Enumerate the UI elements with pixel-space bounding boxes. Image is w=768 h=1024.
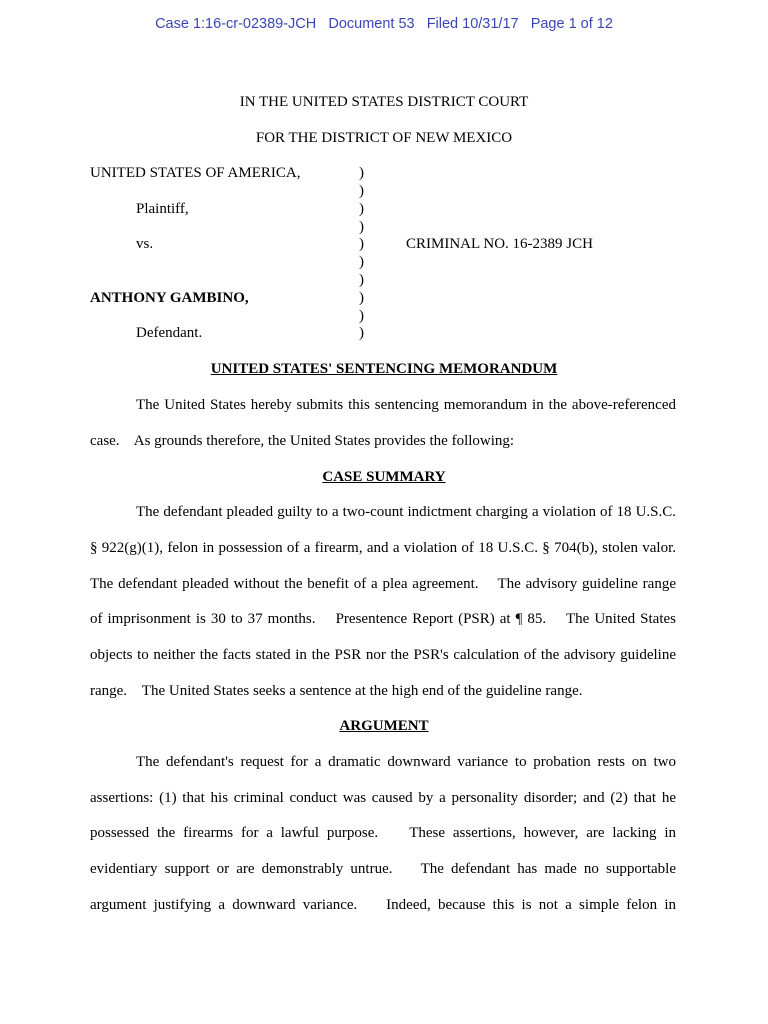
document-title: UNITED STATES' SENTENCING MEMORANDUM: [210, 361, 558, 377]
argument-line: evidentiary support or are demonstrably untrue. The defendant has made no supportable: [90, 861, 676, 877]
defendant-name: ANTHONY GAMBINO,: [90, 290, 249, 306]
stamp-page-number: Page 1 of 12: [530, 16, 613, 32]
stamp-filed-date: Filed 10/31/17: [426, 16, 519, 32]
argument-line: argument justifying a downward variance. Indeed, because this is not a simple felon in: [90, 897, 676, 913]
caption-paren: ): [359, 254, 364, 270]
caption-paren: ): [359, 219, 364, 235]
argument-line: The defendant's request for a dramatic downward variance to probation rests on two: [136, 754, 676, 770]
intro-line: case. As grounds therefore, the United States provides the following:: [90, 433, 515, 449]
argument-line: assertions: (1) that his criminal conduct was caused by a personality disorder; and (2) that he: [90, 790, 676, 806]
plaintiff-name: UNITED STATES OF AMERICA,: [90, 165, 301, 181]
case-summary-line: § 922(g)(1), felon in possession of a firearm, and a violation of 18 U.S.C. § 704(b), stolen valor.: [90, 540, 676, 556]
stamp-document-number: Document 53: [328, 16, 415, 32]
caption-paren: ): [359, 325, 364, 341]
filing-stamp: [0, 16, 768, 32]
defendant-role: Defendant.: [136, 325, 203, 341]
caption-paren: ): [359, 201, 364, 217]
case-summary-line: objects to neither the facts stated in the PSR nor the PSR's calculation of the advisory guideline: [90, 647, 676, 663]
case-summary-line: of imprisonment is 30 to 37 months. Presentence Report (PSR) at ¶ 85. The United States: [90, 611, 676, 627]
stamp-case-number: Case 1:16-cr-02389-JCH: [155, 16, 317, 32]
case-number: CRIMINAL NO. 16-2389 JCH: [406, 236, 593, 252]
case-summary-line: range. The United States seeks a sentence at the high end of the guideline range.: [90, 683, 583, 699]
case-summary-line: The defendant pleaded guilty to a two-count indictment charging a violation of 18 U.S.C.: [136, 504, 676, 520]
caption-paren: ): [359, 290, 364, 306]
intro-line: The United States hereby submits this sentencing memorandum in the above-referenced: [136, 397, 676, 413]
caption-paren: ): [359, 272, 364, 288]
caption-paren: ): [359, 165, 364, 181]
court-name: IN THE UNITED STATES DISTRICT COURT: [239, 94, 529, 110]
caption-paren: ): [359, 236, 364, 252]
caption-paren: ): [359, 183, 364, 199]
case-summary-heading: CASE SUMMARY: [322, 469, 446, 485]
court-district: FOR THE DISTRICT OF NEW MEXICO: [255, 130, 513, 146]
caption-paren: ): [359, 308, 364, 324]
case-summary-line: The defendant pleaded without the benefit of a plea agreement. The advisory guideline range: [90, 576, 676, 592]
plaintiff-role: Plaintiff,: [136, 201, 189, 217]
argument-line: possessed the firearms for a lawful purpose. These assertions, however, are lacking in: [90, 825, 676, 841]
argument-heading: ARGUMENT: [339, 718, 429, 734]
versus-label: vs.: [136, 236, 154, 252]
